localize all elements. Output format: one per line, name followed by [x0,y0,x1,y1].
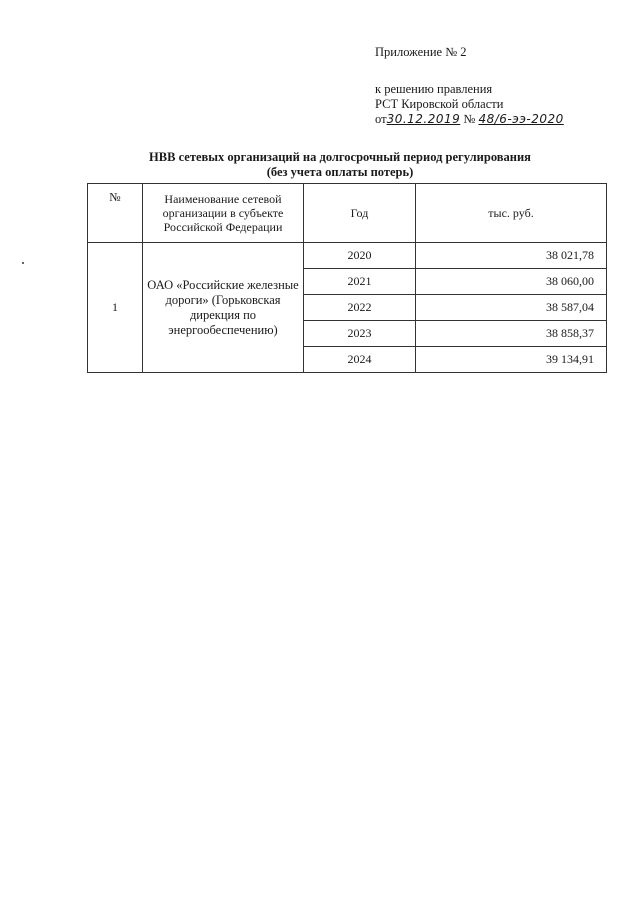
row-org: ОАО «Российские железные дороги» (Горьковская дирекция по энергообеспечению) [143,243,304,373]
decision-from-prefix: от [375,112,387,126]
document-title [120,150,560,180]
decision-number: 48/6-ээ-2020 [478,112,564,126]
year-cell: 2023 [304,321,416,347]
header-year: Год [304,184,416,243]
header-num: № [88,184,143,243]
table-header-row [88,184,607,243]
decision-line-3 [375,112,564,127]
decision-reference [375,82,564,127]
appendix-label: Приложение № 2 [375,45,467,59]
decision-number-prefix: № [463,112,476,126]
header-value: тыс. руб. [416,184,607,243]
scan-speck [22,262,24,264]
value-cell: 38 858,37 [416,321,607,347]
table-row [88,243,607,269]
header-org: Наименование сетевой организации в субъекте Российской Федерации [143,184,304,243]
value-cell: 38 587,04 [416,295,607,321]
row-num: 1 [88,243,143,373]
title-line-1: НВВ сетевых организаций на долгосрочный период регулирования [149,150,531,164]
value-cell: 39 134,91 [416,347,607,373]
value-cell: 38 060,00 [416,269,607,295]
nvv-table [87,183,607,373]
decision-line-1: к решению правления [375,82,493,96]
decision-date: 30.12.2019 [386,112,461,126]
title-line-2: (без учета оплаты потерь) [266,165,414,179]
decision-line-2: РСТ Кировской области [375,97,504,111]
year-cell: 2024 [304,347,416,373]
year-cell: 2022 [304,295,416,321]
year-cell: 2021 [304,269,416,295]
year-cell: 2020 [304,243,416,269]
value-cell: 38 021,78 [416,243,607,269]
